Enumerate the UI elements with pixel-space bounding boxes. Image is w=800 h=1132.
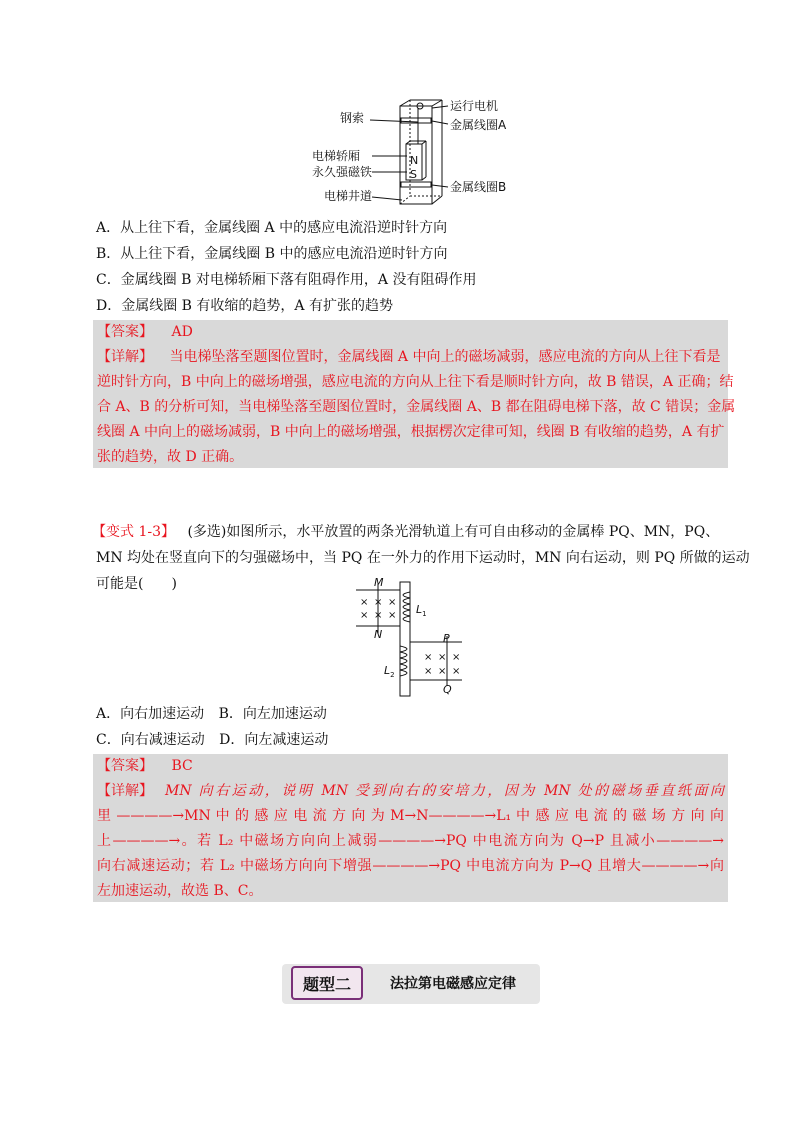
q2-stem-text: (多选)如图所示，水平放置的两条光滑轨道上有可自由移动的金属棒 PQ、MN，PQ、: [187, 524, 720, 540]
q2-options-row-2: [96, 730, 328, 750]
q2-explain-line-1: [97, 781, 724, 801]
label-coil-a: 金属线圈A: [450, 118, 507, 132]
q1-answer-box: [93, 320, 736, 468]
label-n-pole: N: [410, 154, 419, 167]
cross-mark: ×: [452, 652, 461, 663]
q1-option-a: A．从上往下看，金属线圈 A 中的感应电流沿逆时针方向: [96, 220, 448, 236]
rails-figure: [350, 576, 470, 698]
label-s-pole: S: [410, 168, 417, 181]
answer-value: AD: [171, 324, 193, 340]
q2-tag: 【变式 1-3】: [92, 524, 175, 540]
q2-option-c: C．向右减速运动: [96, 732, 205, 748]
explain-tag: 【详解】: [97, 349, 153, 365]
q1-explain-line-2: 逆时针方向，B 中向上的磁场增强，感应电流的方向从上往下看是顺时针方向，故 B 错误，A 正确；结: [97, 374, 734, 390]
cross-mark: ×: [424, 652, 433, 663]
label-cable: 钢索: [340, 111, 365, 125]
q2-explain-line-3: 上————→。若 L₂ 中磁场方向向上减弱————→PQ 中电流方向为 Q→P 且减小————→: [97, 833, 724, 849]
cross-mark: ×: [374, 610, 383, 621]
label-n: N: [374, 628, 383, 641]
explain-text: 当电梯坠落至题图位置时，金属线圈 A 中向上的磁场减弱，感应电流的方向从上往下看是: [169, 349, 721, 365]
q2-options-row-1: [96, 704, 327, 724]
section-title: 法拉第电磁感应定律: [390, 976, 516, 992]
cross-mark: ×: [452, 666, 461, 677]
explain-text: MN 向右运动，说明 MN 受到向右的安培力，因为 MN 处的磁场垂直纸面向: [165, 783, 724, 799]
cross-mark: ×: [360, 610, 369, 621]
q1-explain-line-5: 张的趋势，故 D 正确。: [97, 449, 244, 465]
answer-tag: 【答案】: [97, 324, 153, 340]
q2-stem-line-2: MN 均处在竖直向下的匀强磁场中，当 PQ 在一外力的作用下运动时，MN 向右运动，则 PQ 所做的运动: [96, 550, 750, 566]
cross-mark: ×: [388, 610, 397, 621]
label-coil-b: 金属线圈B: [450, 180, 507, 194]
label-l1: $L_1$: [416, 603, 427, 618]
q2-stem-line-3: 可能是( ): [96, 576, 177, 592]
label-m: M: [374, 576, 384, 589]
q2-answer-box: [93, 754, 728, 902]
cross-mark: ×: [388, 597, 397, 608]
elevator-figure: [310, 96, 530, 216]
q2-explain-line-4: 向右减速运动；若 L₂ 中磁场方向向下增强————→PQ 中电流方向为 P→Q 且增大————→向: [97, 858, 724, 874]
q1-option-b: B．从上往下看，金属线圈 B 中的感应电流沿逆时针方向: [96, 246, 448, 262]
cross-mark: ×: [374, 597, 383, 608]
label-car: 电梯轿厢: [312, 149, 361, 163]
q2-explain-line-2: 里 ————→MN 中 的 感 应 电 流 方 向 为 M→N————→L₁ 中 感 应 电 流 的 磁 场 方 向 向: [97, 808, 724, 824]
explain-tag: 【详解】: [97, 783, 153, 799]
q1-explain-line-3: 合 A、B 的分析可知，当电梯坠落至题图位置时，金属线圈 A、B 都在阻碍电梯下落，故 C 错误；金属: [97, 399, 736, 415]
q2-option-a: A．向右加速运动: [96, 706, 205, 722]
answer-tag: 【答案】: [97, 758, 153, 774]
q2-explain-line-5: 左加速运动，故选 B、C。: [97, 883, 263, 899]
q1-explain-line-4: 线圈 A 中向上的磁场减弱，B 中向上的磁场增强，根据楞次定律可知，线圈 B 有收缩的趋势，A 有扩: [97, 424, 725, 440]
q2-option-d: D．向左减速运动: [219, 732, 329, 748]
q1-option-d: D．金属线圈 B 有收缩的趋势，A 有扩张的趋势: [96, 298, 393, 314]
q2-option-b: B．向左加速运动: [218, 706, 327, 722]
answer-value: BC: [171, 758, 193, 774]
label-shaft: 电梯井道: [324, 189, 373, 203]
label-p: P: [443, 632, 450, 645]
label-magnet: 永久强磁铁: [312, 165, 373, 179]
label-motor: 运行电机: [450, 99, 499, 113]
cross-mark: ×: [360, 597, 369, 608]
section-badge: 题型二: [291, 966, 363, 1000]
cross-mark: ×: [438, 652, 447, 663]
cross-mark: ×: [424, 666, 433, 677]
q1-explain-line-1: [97, 347, 724, 367]
label-l2: $L_2$: [384, 664, 395, 679]
q2-answer-line: [97, 756, 724, 776]
cross-mark: ×: [438, 666, 447, 677]
q1-answer-line: [97, 322, 724, 342]
q2-stem-line-1: [92, 522, 720, 542]
q1-option-c: C．金属线圈 B 对电梯轿厢下落有阻碍作用，A 没有阻碍作用: [96, 272, 477, 288]
label-q: Q: [443, 683, 452, 696]
